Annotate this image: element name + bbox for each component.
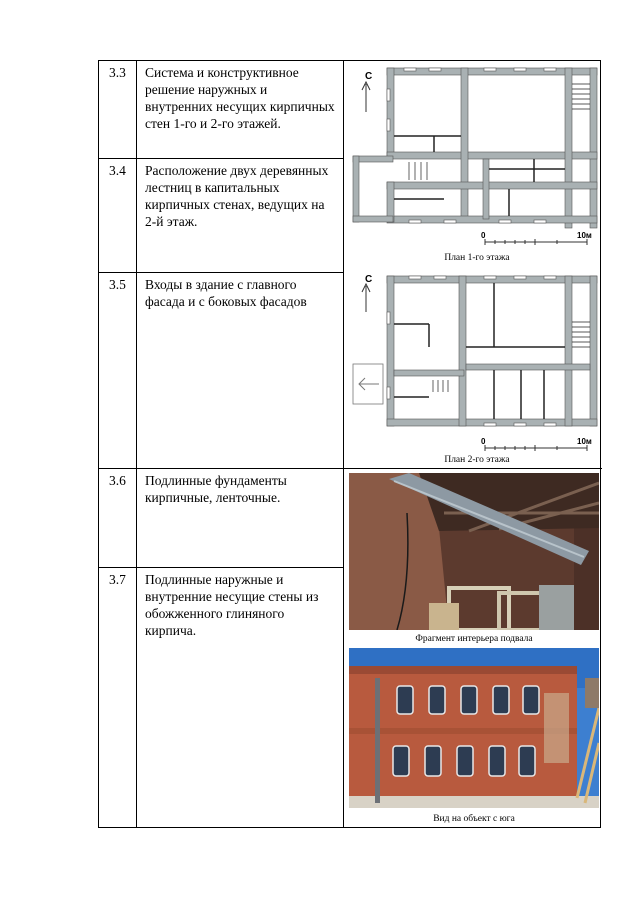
row-text: Система и конструктивное решение наружных и внутренних несущих кирпичных стен 1-го и 2-го этажей. (145, 65, 335, 131)
floor-plan-2 (349, 272, 599, 457)
south-facade-photo (349, 648, 599, 808)
row-divider-3-7 (99, 567, 343, 568)
photo2-caption: Вид на объект с юга (433, 814, 515, 824)
north-label: С (365, 274, 373, 285)
row-text: Входы в здание с главного фасада и с боковых фасадов (145, 277, 307, 309)
plan2-caption: План 2-го этажа (444, 455, 510, 465)
scale-start-label: 0 (481, 437, 486, 446)
row-number: 3.5 (109, 277, 126, 292)
basement-interior-photo (349, 473, 599, 630)
column-divider-2 (343, 61, 344, 827)
row-divider-3-5 (99, 272, 343, 273)
row-text: Подлинные фундаменты кирпичные, ленточные. (145, 473, 287, 505)
column-divider-1 (136, 61, 137, 827)
row-number: 3.3 (109, 65, 126, 80)
row-text: Подлинные наружные и внутренние несущие стены из обожженного глиняного кирпича. (145, 572, 319, 638)
scale-start-label: 0 (481, 231, 486, 240)
row-divider-3-6 (99, 468, 602, 469)
row-number: 3.7 (109, 572, 126, 587)
photo1-caption: Фрагмент интерьера подвала (415, 634, 533, 644)
plan1-caption: План 1-го этажа (444, 253, 510, 263)
row-text: Расположение двух деревянных лестниц в капитальных кирпичных стенах, ведущих на 2-й этаж. (145, 163, 329, 229)
scale-end-label: 10м (577, 231, 592, 240)
north-label: С (365, 71, 373, 82)
row-number: 3.6 (109, 473, 126, 488)
row-number: 3.4 (109, 163, 126, 178)
row-divider-3-4 (99, 158, 343, 159)
document-table (98, 60, 601, 828)
scale-end-label: 10м (577, 437, 592, 446)
floor-plan-1 (349, 64, 599, 259)
